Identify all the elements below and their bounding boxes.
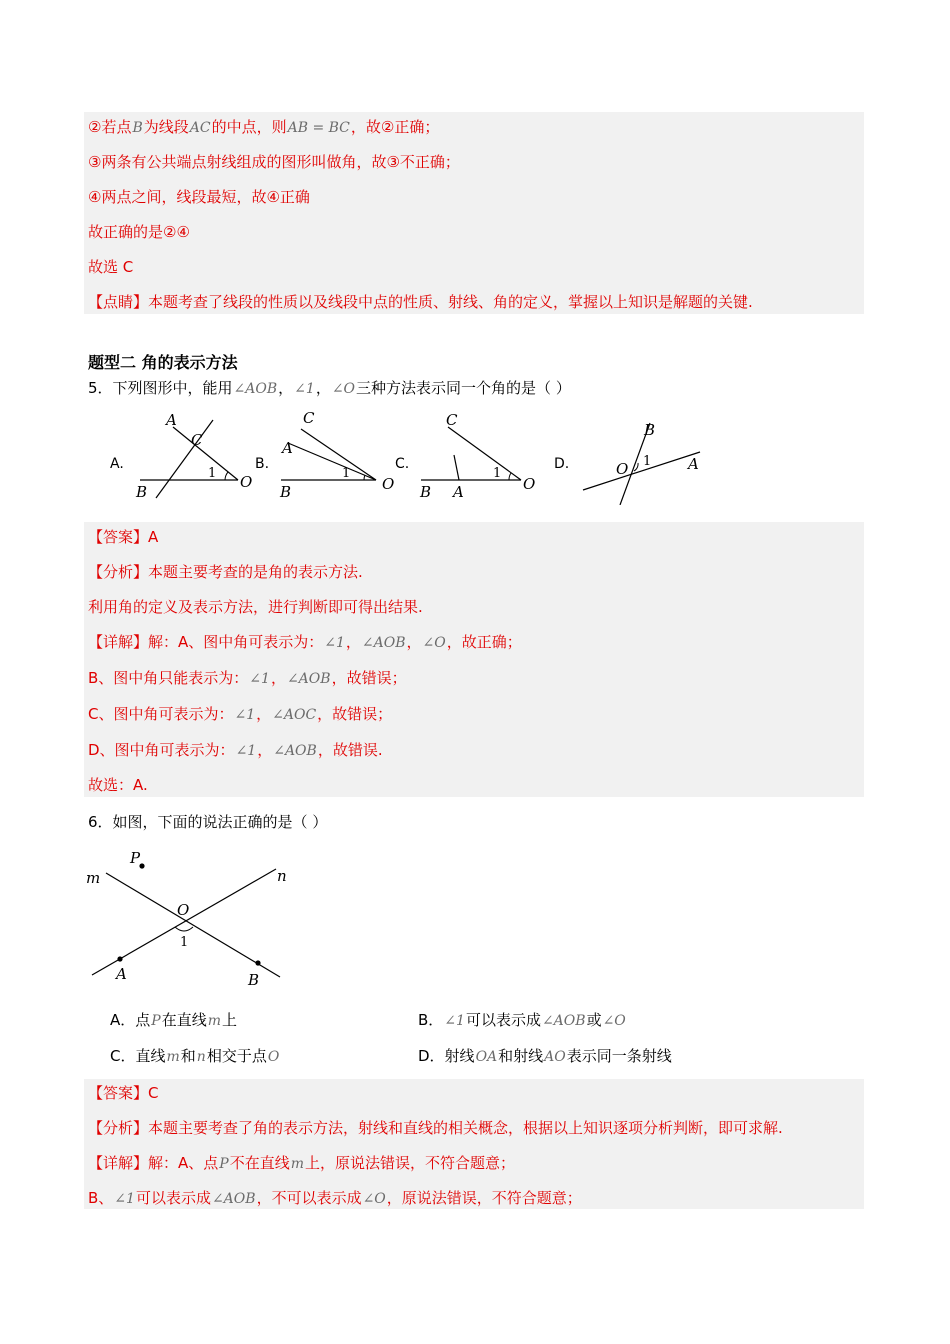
analysis-line: 【分析】本题主要考查的是角的表示方法.: [88, 563, 363, 581]
label: A: [688, 455, 699, 473]
option-d[interactable]: D．射线OA和射线AO表示同一条射线: [418, 1047, 672, 1065]
answer-line: 【答案】C: [88, 1084, 159, 1102]
text-line: ④两点之间，线段最短，故④正确: [88, 188, 310, 206]
label: 1: [208, 466, 217, 481]
answer-block-q4: [84, 112, 864, 314]
label: O: [616, 460, 629, 478]
label: A: [282, 439, 293, 457]
label: A: [453, 483, 464, 501]
label: 1: [180, 935, 189, 950]
label: O: [523, 475, 536, 493]
label: 1: [643, 454, 652, 469]
figure-q6: [84, 845, 304, 990]
figure-option-d: [578, 415, 708, 505]
figure-option-b: [276, 405, 401, 505]
option-c[interactable]: C．直线m和n相交于点O: [110, 1047, 280, 1065]
label: m: [86, 869, 101, 887]
answer-line: 【答案】A: [88, 528, 159, 546]
detail-line: D、图中角可表示为：∠1，∠AOB，故错误.: [88, 741, 383, 759]
label: O: [240, 473, 253, 491]
label: B: [136, 483, 148, 501]
label: n: [277, 867, 287, 885]
label: A: [166, 411, 177, 429]
question-6-stem: 6．如图，下面的说法正确的是（ ）: [88, 813, 328, 831]
label: A: [116, 965, 127, 983]
text-line: ②若点B为线段AC的中点，则AB = BC，故②正确；: [88, 118, 440, 136]
label: B: [280, 483, 292, 501]
label: B: [248, 971, 260, 989]
label: C: [191, 431, 203, 449]
option-a-label[interactable]: A.: [110, 456, 124, 472]
label: P: [130, 849, 141, 867]
figure-option-c: [416, 405, 546, 505]
detail-line: C、图中角可表示为：∠1，∠AOC，故错误；: [88, 705, 393, 723]
label: C: [446, 411, 458, 429]
option-b[interactable]: B．∠1可以表示成∠AOB或∠O: [418, 1011, 626, 1029]
option-d-label[interactable]: D.: [554, 456, 570, 472]
text-line: 故正确的是②④: [88, 223, 190, 241]
text-line: ③两条有公共端点射线组成的图形叫做角，故③不正确；: [88, 153, 460, 171]
label: B: [644, 421, 656, 439]
text-line: 故选 C: [88, 258, 134, 276]
label: O: [382, 475, 395, 493]
option-c-label[interactable]: C.: [395, 456, 410, 472]
text-line: 【点睛】本题考查了线段的性质以及线段中点的性质、射线、角的定义，掌握以上知识是解题的关键.: [88, 293, 753, 311]
label: 1: [493, 466, 502, 481]
option-b-label[interactable]: B.: [255, 456, 270, 472]
question-5-stem: 5．下列图形中，能用∠AOB，∠1，∠O三种方法表示同一个角的是（ ）: [88, 379, 571, 397]
label: C: [303, 409, 315, 427]
analysis-line: 【分析】本题主要考查了角的表示方法，射线和直线的相关概念，根据以上知识逐项分析判断，即可求解.: [88, 1119, 783, 1137]
detail-line: B、图中角只能表示为：∠1，∠AOB，故错误；: [88, 669, 407, 687]
section-title: 题型二 角的表示方法: [88, 353, 238, 372]
label: 1: [342, 466, 351, 481]
detail-line: 【详解】解：A、图中角可表示为：∠1，∠AOB，∠O，故正确；: [88, 633, 522, 651]
detail-line: 【详解】解：A、点P不在直线m上，原说法错误，不符合题意；: [88, 1154, 515, 1172]
detail-line: B、∠1可以表示成∠AOB，不可以表示成∠O，原说法错误，不符合题意；: [88, 1189, 582, 1207]
option-a[interactable]: A．点P在直线m上: [110, 1011, 237, 1029]
final-line: 故选：A.: [88, 776, 148, 794]
analysis-line: 利用角的定义及表示方法，进行判断即可得出结果.: [88, 598, 423, 616]
label: B: [420, 483, 432, 501]
label: O: [177, 901, 190, 919]
figure-option-a: [128, 405, 263, 505]
